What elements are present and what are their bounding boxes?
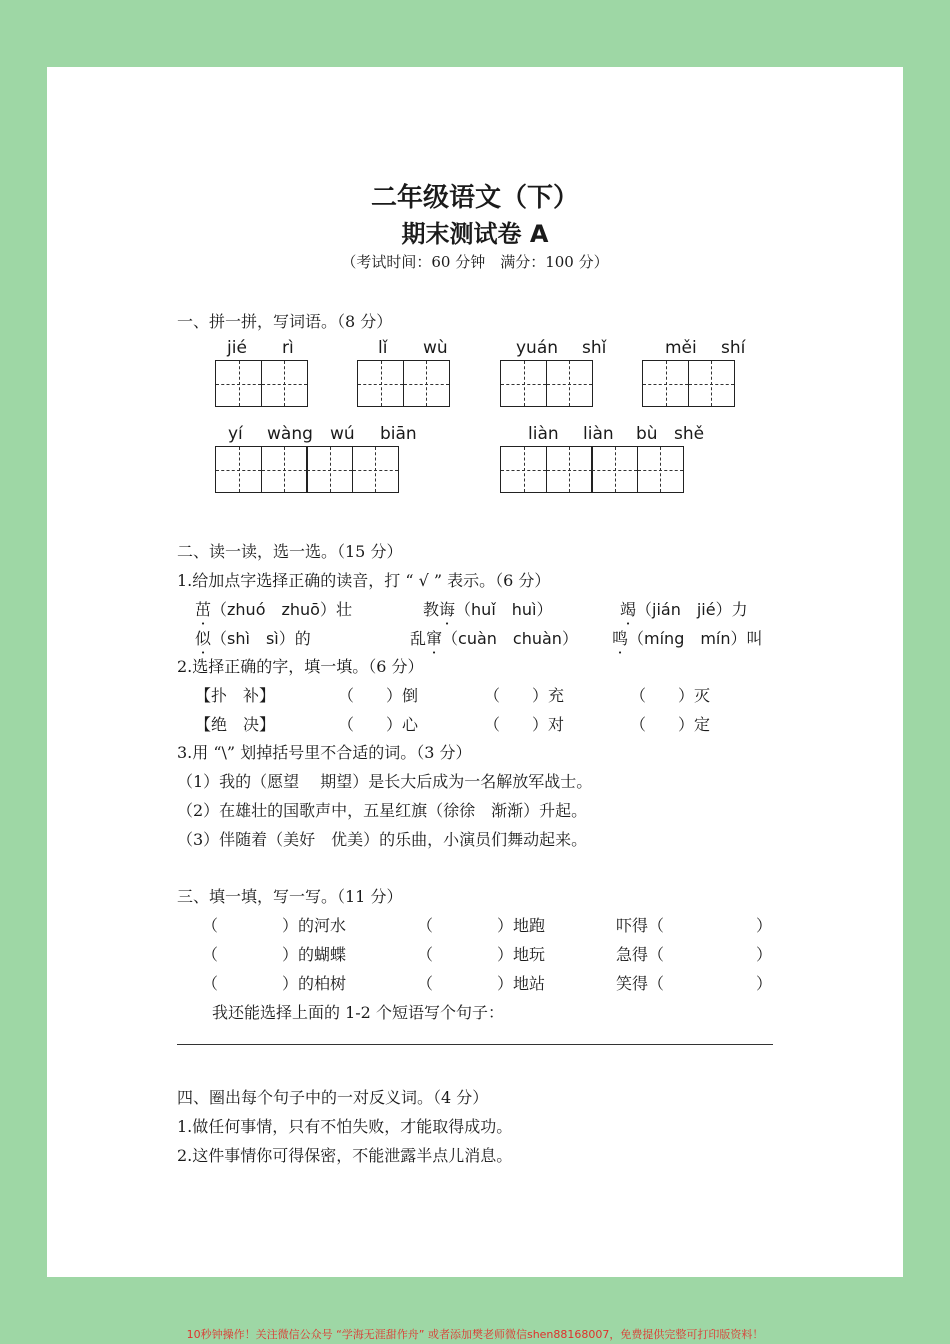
pinyin-options: （jián jié） xyxy=(636,600,732,619)
writing-box[interactable] xyxy=(261,360,308,407)
writing-box[interactable] xyxy=(637,446,684,493)
fill-blank[interactable]: （ ）对 xyxy=(484,715,565,734)
pinyin: wú xyxy=(330,424,355,444)
exam-title: 二年级语文（下） xyxy=(370,183,579,213)
dotted-char: 诲 xyxy=(439,600,456,619)
char-pair: 【绝 决】 xyxy=(195,715,276,734)
fill-phrase[interactable]: （ ）地站 xyxy=(417,974,546,993)
sentence-item: 2.这件事情你可得保密，不能泄露半点儿消息。 xyxy=(177,1146,513,1165)
pronunciation-item xyxy=(410,626,578,649)
writing-box[interactable] xyxy=(306,446,353,493)
writing-box[interactable] xyxy=(500,446,547,493)
sentence-item: （2）在雄壮的国歌声中，五星红旗（徐徐 渐渐）升起。 xyxy=(177,801,588,820)
sentence-item: （3）伴随着（美好 优美）的乐曲，小演员们舞动起来。 xyxy=(177,830,588,849)
fill-phrase[interactable]: （ ）的河水 xyxy=(202,916,347,935)
writing-boxes[interactable] xyxy=(215,360,306,407)
pinyin: yuán xyxy=(516,338,559,358)
pinyin: shí xyxy=(721,338,746,358)
fill-phrase[interactable]: 笑得（ xyxy=(616,974,665,993)
pinyin: bù xyxy=(636,424,658,444)
dotted-char: 鸣 xyxy=(612,629,629,648)
fill-blank[interactable]: （ ）充 xyxy=(484,686,565,705)
section2-heading: 二、读一读，选一选。（15 分） xyxy=(177,542,403,561)
writing-box[interactable] xyxy=(215,360,262,407)
fill-phrase-close: ） xyxy=(756,916,773,935)
writing-boxes[interactable] xyxy=(642,360,733,407)
fill-phrase[interactable]: （ ）地玩 xyxy=(417,945,546,964)
section4-heading: 四、圈出每个句子中的一对反义词。（4 分） xyxy=(177,1088,489,1107)
writing-box[interactable] xyxy=(403,360,450,407)
pinyin: shǐ xyxy=(582,338,607,358)
pinyin: lǐ xyxy=(378,338,388,358)
exam-info: （考试时间：60 分钟 满分：100 分） xyxy=(341,253,609,271)
fill-blank[interactable]: （ ）定 xyxy=(630,715,711,734)
char-pair: 【扑 补】 xyxy=(195,686,276,705)
writing-boxes[interactable] xyxy=(357,360,448,407)
item-tail: 叫 xyxy=(746,629,763,648)
writing-box[interactable] xyxy=(546,360,593,407)
section1-heading: 一、拼一拼，写词语。（8 分） xyxy=(177,312,393,331)
pronunciation-item xyxy=(612,626,763,649)
fill-phrase-close: ） xyxy=(756,974,773,993)
pinyin-options: （míng mín） xyxy=(628,629,747,648)
sentence-prompt: 我还能选择上面的 1-2 个短语写个句子： xyxy=(212,1003,504,1022)
dotted-char: 似 xyxy=(195,629,212,648)
pinyin-options: （shì sì） xyxy=(211,629,295,648)
writing-box[interactable] xyxy=(546,446,593,493)
writing-box[interactable] xyxy=(500,360,547,407)
writing-box[interactable] xyxy=(261,446,308,493)
promo-footer: 10秒钟操作！关注微信公众号 “学海无涯甜作舟” 或者添加樊老师微信shen88168007，免费提供完整可打印版资料！ xyxy=(186,1328,764,1341)
pinyin: liàn xyxy=(528,424,559,444)
fill-phrase[interactable]: （ ）的柏树 xyxy=(202,974,347,993)
pinyin: rì xyxy=(282,338,294,358)
writing-box[interactable] xyxy=(688,360,735,407)
pinyin: yí xyxy=(228,424,243,444)
pinyin: jié xyxy=(227,338,247,358)
fill-blank[interactable]: （ ）倒 xyxy=(338,686,419,705)
pronunciation-item xyxy=(423,597,553,620)
pinyin: liàn xyxy=(583,424,614,444)
dotted-char: 竭 xyxy=(620,600,637,619)
writing-box[interactable] xyxy=(352,446,399,493)
writing-boxes[interactable] xyxy=(500,446,682,493)
pinyin: biān xyxy=(380,424,417,444)
item-prefix: 教 xyxy=(423,600,440,619)
pronunciation-item xyxy=(195,597,352,620)
writing-boxes[interactable] xyxy=(215,446,397,493)
exam-paper xyxy=(47,67,903,1277)
pinyin-options: （cuàn chuàn） xyxy=(442,629,578,648)
writing-box[interactable] xyxy=(642,360,689,407)
item-tail: 的 xyxy=(294,629,311,648)
section3-heading: 三、填一填，写一写。（11 分） xyxy=(177,887,403,906)
writing-box[interactable] xyxy=(591,446,638,493)
sentence-item: （1）我的（愿望 期望）是长大后成为一名解放军战士。 xyxy=(177,772,593,791)
question-2-1: 1.给加点字选择正确的读音，打 “ √ ” 表示。（6 分） xyxy=(177,571,551,590)
pinyin: měi xyxy=(665,338,697,358)
pinyin: wàng xyxy=(267,424,313,444)
pinyin: wù xyxy=(423,338,448,358)
fill-phrase[interactable]: （ ）的蝴蝶 xyxy=(202,945,347,964)
item-prefix: 乱 xyxy=(410,629,427,648)
pinyin-options: （zhuó zhuō） xyxy=(211,600,336,619)
writing-box[interactable] xyxy=(357,360,404,407)
exam-subtitle: 期末测试卷 A xyxy=(401,220,549,248)
sentence-item: 1.做任何事情，只有不怕失败，才能取得成功。 xyxy=(177,1117,513,1136)
item-tail: 壮 xyxy=(335,600,352,619)
question-2-2: 2.选择正确的字，填一填。（6 分） xyxy=(177,657,424,676)
pronunciation-item xyxy=(195,626,311,649)
pronunciation-item xyxy=(620,597,748,620)
fill-blank[interactable]: （ ）灭 xyxy=(630,686,711,705)
dotted-char: 窜 xyxy=(426,629,443,648)
item-tail: 力 xyxy=(731,600,748,619)
fill-phrase[interactable]: 急得（ xyxy=(616,945,665,964)
question-2-3: 3.用 “\” 划掉括号里不合适的词。（3 分） xyxy=(177,743,472,762)
pinyin: shě xyxy=(674,424,705,444)
writing-boxes[interactable] xyxy=(500,360,591,407)
fill-blank[interactable]: （ ）心 xyxy=(338,715,419,734)
dotted-char: 茁 xyxy=(195,600,212,619)
writing-box[interactable] xyxy=(215,446,262,493)
pinyin-options: （huǐ huì） xyxy=(455,600,553,619)
fill-phrase-close: ） xyxy=(756,945,773,964)
fill-phrase[interactable]: 吓得（ xyxy=(616,916,665,935)
fill-phrase[interactable]: （ ）地跑 xyxy=(417,916,546,935)
answer-line[interactable] xyxy=(177,1044,773,1045)
